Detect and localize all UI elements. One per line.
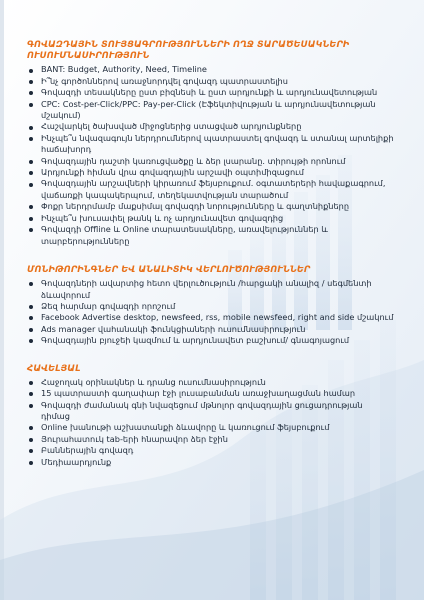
- bullet-icon: [29, 461, 33, 465]
- list-item: Գովազդի Offline և Online տարատեսակները, առավելություններ և տարբերությունները: [27, 224, 394, 247]
- bullet-icon: [29, 404, 33, 408]
- list-item: Գովազդի ժամանակ գնի նվազեցում մթնոլոր գովազդային ցուցադրության դիմաց: [27, 400, 394, 423]
- list-item: Փոքր ներդրմամբ մաքսիմալ գովազդի նորությունները և գաղտնիքները: [27, 201, 394, 212]
- list-item: Մեդիաարդյունք: [27, 457, 394, 468]
- list-item: Ads manager վահանակի ֆունկցիաների ուսումնասիրություն: [27, 324, 394, 335]
- list-item: Գովազդային դաշտի կառուցվածքը և ձեր լսարանը. տիրույթի որոնում: [27, 156, 394, 167]
- bullet-icon: [29, 228, 33, 232]
- list-item: Հաշվարկել ծախսված միջոցներից ստացված արդյունքները: [27, 121, 394, 132]
- section-title: ՀԱՎԵԼՅԱԼ: [27, 363, 81, 374]
- bullet-icon: [29, 91, 33, 95]
- section-title: ԳՈՎԱԶԴԱՅԻՆ ՏՈՒՅՑԱԳՐՈՒԹՅՈՒՆՆԵՐԻ ՈՂՋ ՏԱՐԱԾԵՍԱԿՆԵՐԻ ՈՒՍՈՒՄՆԱՍԻՐՈՒԹՅՈՒՆ: [27, 40, 350, 62]
- list-item: Գովազդային բյուջեի կազմում և արդյունավետ բաշխում/ գնագոյացում: [27, 335, 394, 346]
- bullet-icon: [29, 449, 33, 453]
- bullet-icon: [29, 171, 33, 175]
- list-item: Գովազդային արշավների կիրառում ֆեյսբուքում. օգտատերերի հավաքագրում, վաճառքի կապակերպում, տեղեկատվության տարածում: [27, 178, 394, 201]
- list-item: Ինչպե՞ս նվազագույն ներդրումներով պատրաստել գովազդ և ստանալ արտելիքի հաճախորդ: [27, 133, 394, 156]
- list-item: Online խանութի աշխատանքի ձևավորը և կառուցում ֆեյսբուքում: [27, 422, 394, 433]
- bullet-icon: [29, 126, 33, 130]
- bullet-icon: [29, 160, 33, 164]
- bullet-icon: [29, 316, 33, 320]
- bullet-icon: [29, 103, 33, 107]
- list-item: Ինչպե՞ս խուսափել թանկ և ոչ արդյունավետ գովազդից: [27, 213, 394, 224]
- bullet-icon: [29, 381, 33, 385]
- section-ad-research: [27, 40, 394, 247]
- bullet-icon: [29, 80, 33, 84]
- list-item: Արդյունքի հիման վրա գովազդային արշավի օպտիմիզացում: [27, 167, 394, 178]
- list-item: Ի՞նչ գործոններով առաջնորդվել գովազդ պատրաստելիս: [27, 76, 394, 87]
- bullet-icon: [29, 328, 33, 332]
- list-item: Facebook Advertise desktop, newsfeed, rss, mobile newsfeed, right and side մշակում: [27, 312, 394, 323]
- list-item: Գովազդների ավարտից հետո վերլուծություն /հարցակի անալիզ / սեգմենտի ձևավորում: [27, 278, 394, 301]
- bullet-icon: [29, 438, 33, 442]
- bullet-icon: [29, 392, 33, 396]
- bullet-icon: [29, 205, 33, 209]
- bullet-icon: [29, 339, 33, 343]
- bullet-list: [27, 278, 394, 346]
- bullet-icon: [29, 426, 33, 430]
- bullet-icon: [29, 282, 33, 286]
- list-item: Ձեզ հարմար գովազդի որոշում: [27, 301, 394, 312]
- list-item: Գովազդի տեսակները ըստ բիզնեսի և ըստ արդյունքի և արդյունավետության: [27, 87, 394, 98]
- list-item: CPC: Cost-per-Click/PPC: Pay-per-Click (Էֆեկտիվության և արդյունավետության մշակում): [27, 99, 394, 122]
- section-monitoring-analytics: [27, 265, 394, 347]
- bullet-icon: [29, 69, 33, 73]
- bullet-list: [27, 64, 394, 247]
- section-additional: [27, 364, 394, 468]
- list-item: Յուրահատուկ tab-երի հնարավոր ձեր էջին: [27, 434, 394, 445]
- bullet-list: [27, 377, 394, 468]
- bullet-icon: [29, 217, 33, 221]
- bullet-icon: [29, 183, 33, 187]
- list-item: BANT: Budget, Authority, Need, Timeline: [27, 64, 394, 75]
- bullet-icon: [29, 137, 33, 141]
- list-item: Հաջողակ օրինակներ և դրանց ուսումնասիրություն: [27, 377, 394, 388]
- list-item: Բաններային գովազդ: [27, 445, 394, 456]
- list-item: 15 պատրաստի գաղափար էջի լուսաբանման առաջխաղացման համար: [27, 388, 394, 399]
- section-title: ՄՈՆԻԹՈՐԻՆԳՆԵՐ ԵՎ ԱՆԱԼԻՏԻԿ ՎԵՐԼՈՒԾՈՒԹՅՈՒՆՆԵՐ: [27, 264, 311, 275]
- bullet-icon: [29, 305, 33, 309]
